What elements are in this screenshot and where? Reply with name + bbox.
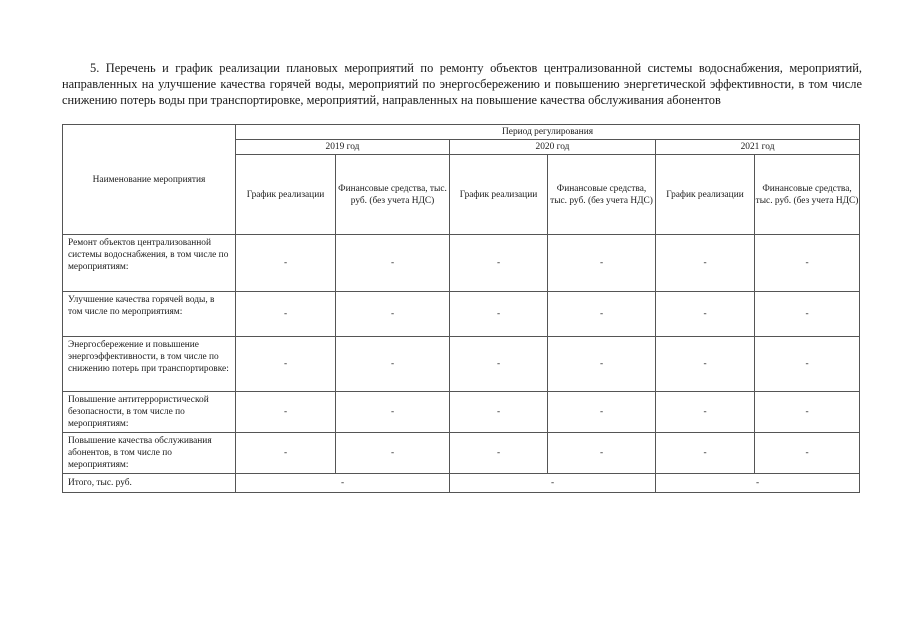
schedule-value: - — [656, 433, 755, 474]
schedule-value: - — [656, 392, 755, 433]
finance-value: - — [336, 433, 450, 474]
activity-name: Повышение антитеррористической безопасности, в том числе по мероприятиям: — [63, 392, 236, 433]
table-row — [63, 392, 860, 433]
activity-name: Энергосбережение и повышение энергоэффективности, в том числе по снижению потерь при транспортировке: — [63, 337, 236, 392]
total-row — [63, 474, 860, 493]
schedule-value: - — [656, 235, 755, 292]
year-header-2019: 2019 год — [236, 140, 450, 155]
finance-value: - — [336, 292, 450, 337]
finance-value: - — [755, 235, 860, 292]
finance-value: - — [548, 433, 656, 474]
schedule-value: - — [656, 292, 755, 337]
finance-value: - — [755, 337, 860, 392]
finance-value: - — [336, 337, 450, 392]
schedule-value: - — [450, 433, 548, 474]
schedule-header: График реализации — [450, 155, 548, 235]
activity-name: Улучшение качества горячей воды, в том числе по мероприятиям: — [63, 292, 236, 337]
year-header-2020: 2020 год — [450, 140, 656, 155]
total-value-2019: - — [236, 474, 450, 493]
activity-name: Повышение качества обслуживания абонентов, в том числе по мероприятиям: — [63, 433, 236, 474]
schedule-value: - — [450, 392, 548, 433]
schedule-value: - — [236, 433, 336, 474]
table-row — [63, 292, 860, 337]
finance-value: - — [548, 392, 656, 433]
name-column-header: Наименование мероприятия — [63, 125, 236, 235]
finance-value: - — [755, 392, 860, 433]
schedule-value: - — [656, 337, 755, 392]
finance-value: - — [336, 392, 450, 433]
year-header-2021: 2021 год — [656, 140, 860, 155]
schedule-value: - — [236, 235, 336, 292]
total-label: Итого, тыс. руб. — [63, 474, 236, 493]
finance-header: Финансовые средства, тыс. руб. (без учета НДС) — [755, 155, 860, 235]
total-value-2020: - — [450, 474, 656, 493]
finance-value: - — [548, 292, 656, 337]
plan-table — [62, 124, 860, 493]
table-row — [63, 433, 860, 474]
finance-value: - — [548, 235, 656, 292]
finance-header: Финансовые средства, тыс. руб. (без учета НДС) — [336, 155, 450, 235]
period-header: Период регулирования — [236, 125, 860, 140]
finance-value: - — [755, 292, 860, 337]
finance-value: - — [336, 235, 450, 292]
total-value-2021: - — [656, 474, 860, 493]
schedule-value: - — [236, 392, 336, 433]
table-row — [63, 235, 860, 292]
finance-value: - — [548, 337, 656, 392]
table-row — [63, 337, 860, 392]
schedule-value: - — [450, 337, 548, 392]
schedule-value: - — [236, 292, 336, 337]
finance-value: - — [755, 433, 860, 474]
schedule-value: - — [450, 235, 548, 292]
section-heading: 5. Перечень и график реализации плановых мероприятий по ремонту объектов централизованной системы водоснабжения, мероприятий, направленных на улучшение качества горячей воды, мероприятий по энергосбережению и повышению энергетической эффективности, в том числе снижению потерь воды при транспортировке, мероприятий, направленных на повышение качества обслуживания абонентов — [62, 61, 862, 107]
schedule-header: График реализации — [656, 155, 755, 235]
schedule-header: График реализации — [236, 155, 336, 235]
activity-name: Ремонт объектов централизованной системы водоснабжения, в том числе по мероприятиям: — [63, 235, 236, 292]
schedule-value: - — [450, 292, 548, 337]
finance-header: Финансовые средства, тыс. руб. (без учета НДС) — [548, 155, 656, 235]
schedule-value: - — [236, 337, 336, 392]
